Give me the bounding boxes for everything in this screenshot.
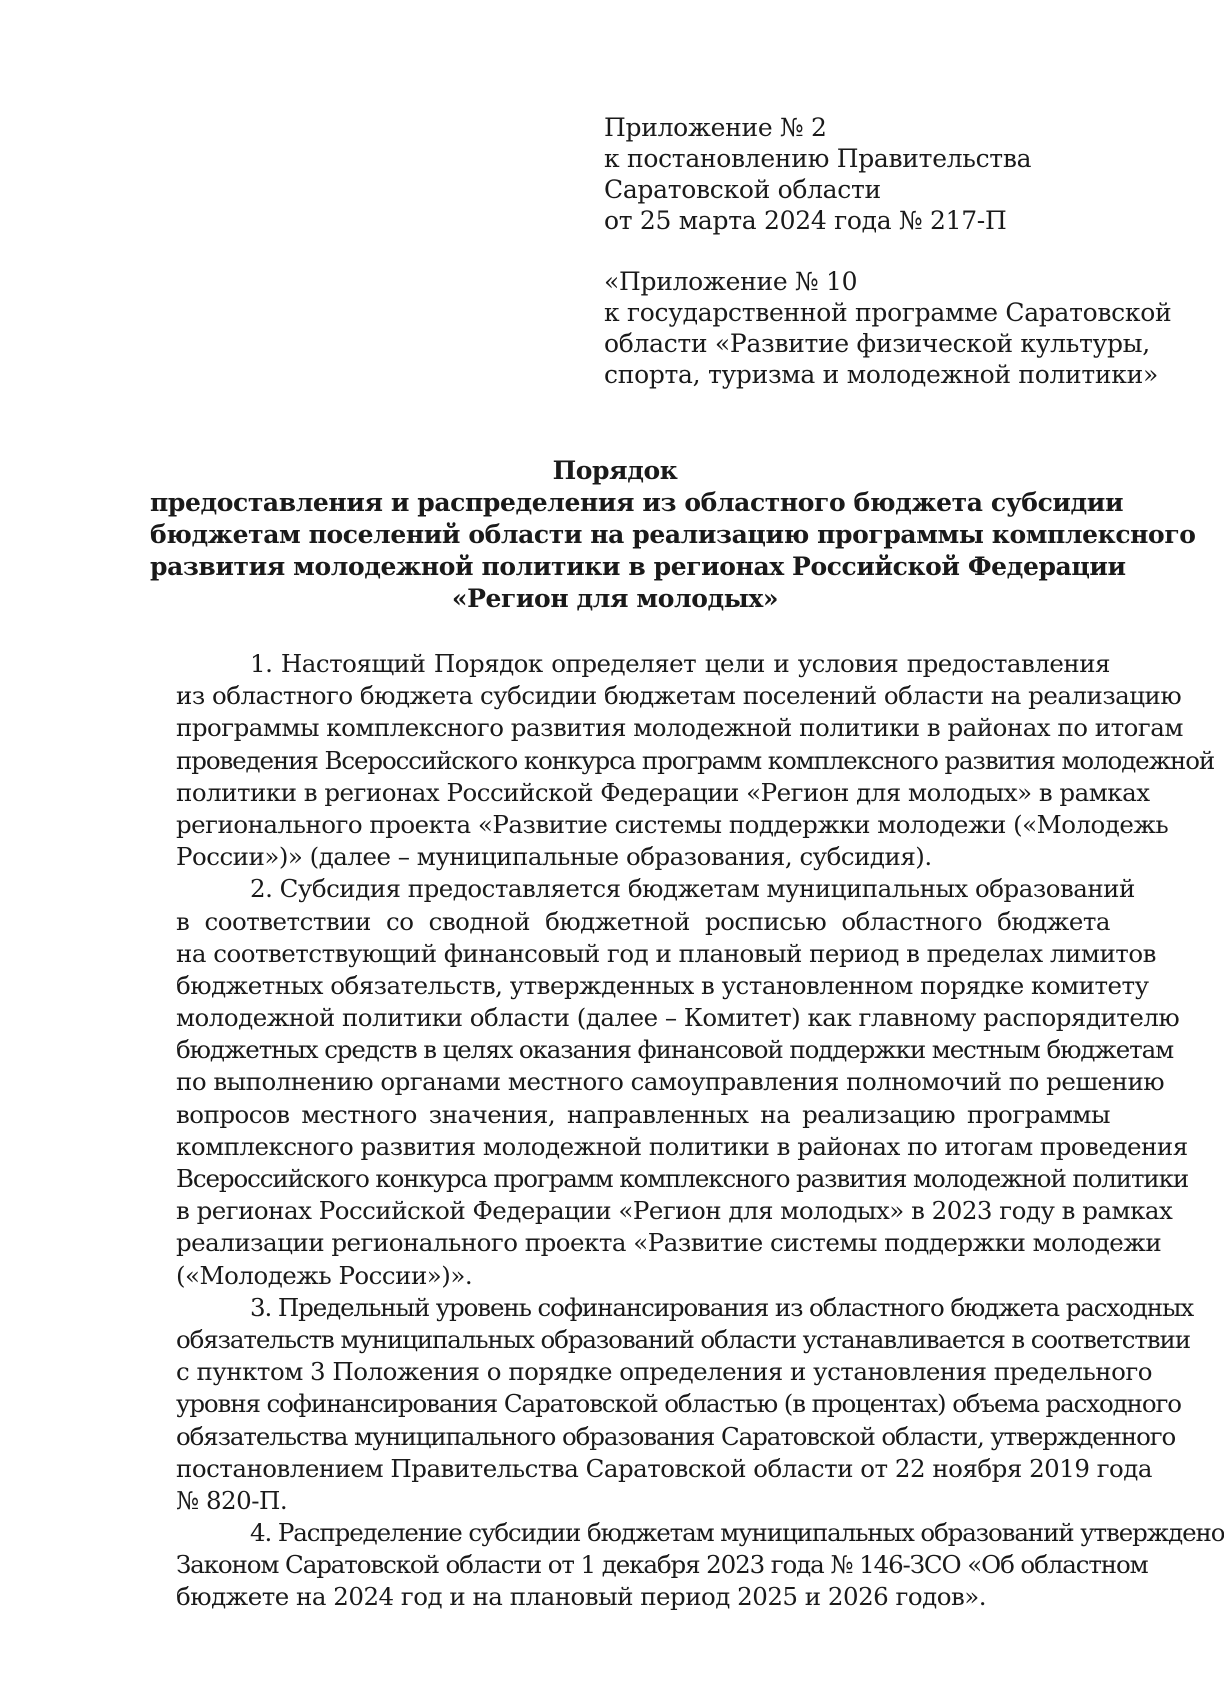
paragraph-line: регионального проекта «Развитие системы поддержки молодежи («Молодежь	[176, 809, 1169, 839]
paragraph-line: на соответствующий финансовый год и плановый период в пределах лимитов	[176, 938, 1156, 968]
paragraph-line: 1. Настоящий Порядок определяет цели и условия предоставления	[250, 649, 1110, 678]
title-line: развития молодежной политики в регионах Российской Федерации	[150, 552, 1126, 581]
paragraph-line: в соответствии со сводной бюджетной росписью областного бюджета	[176, 906, 1110, 936]
paragraph-line: обязательства муниципального образования Саратовской области, утвержденного	[176, 1421, 1176, 1451]
paragraph-line: с пунктом 3 Положения о порядке определения и установления предельного	[176, 1357, 1152, 1387]
paragraph-line: Законом Саратовской области от 1 декабря 2023 года № 146-ЗСО «Об областном	[176, 1550, 1148, 1580]
title-line: «Регион для молодых»	[451, 584, 779, 613]
annex-2-line: Приложение № 2	[604, 113, 827, 142]
document-title	[150, 455, 1196, 615]
title-line: бюджетам поселений области на реализацию программы комплексного	[150, 520, 1196, 549]
paragraph-line: по выполнению органами местного самоуправления полномочий по решению	[176, 1067, 1165, 1097]
annex-2-line: Саратовской области	[604, 175, 881, 204]
annex-2-header	[604, 112, 1124, 236]
title-line: предоставления и распределения из областного бюджета субсидии	[150, 488, 1124, 517]
paragraph-line: бюджете на 2024 год и на плановый период 2025 и 2026 годов».	[176, 1582, 987, 1612]
paragraph-line: молодежной политики области (далее – Комитет) как главному распорядителю	[176, 1003, 1180, 1033]
paragraph-line: № 820-П.	[176, 1485, 288, 1515]
annex-10-header	[604, 266, 1172, 390]
paragraph-line: России»)» (далее – муниципальные образования, субсидия).	[176, 842, 932, 872]
annex-10-line: «Приложение № 10	[604, 267, 858, 296]
paragraph-line: 3. Предельный уровень софинансирования из областного бюджета расходных	[250, 1292, 1194, 1322]
annex-10-line: к государственной программе Саратовской	[604, 298, 1172, 327]
title-line: Порядок	[552, 456, 678, 485]
paragraph-line: бюджетных обязательств, утвержденных в установленном порядке комитету	[176, 970, 1149, 1000]
paragraph-line: Всероссийского конкурса программ комплексного развития молодежной политики	[176, 1164, 1189, 1193]
paragraph-line: обязательств муниципальных образований области устанавливается в соответствии	[176, 1324, 1190, 1354]
paragraph-4	[176, 1517, 1224, 1614]
document-body	[176, 648, 1224, 1614]
annex-2-line: от 25 марта 2024 года № 217-П	[604, 206, 1007, 235]
paragraph-line: бюджетных средств в целях оказания финансовой поддержки местным бюджетам	[176, 1035, 1174, 1065]
paragraph-line: вопросов местного значения, направленных на реализацию программы	[176, 1099, 1110, 1129]
paragraph-line: 2. Субсидия предоставляется бюджетам муниципальных образований	[250, 874, 1135, 904]
paragraph-line: 4. Распределение субсидии бюджетам муниципальных образований утверждено	[250, 1518, 1224, 1548]
annex-2-line: к постановлению Правительства	[604, 144, 1032, 173]
paragraph-1	[176, 648, 1215, 873]
paragraph-2	[176, 873, 1189, 1291]
paragraph-line: комплексного развития молодежной политики в районах по итогам проведения	[176, 1131, 1188, 1161]
paragraph-line: в регионах Российской Федерации «Регион для молодых» в 2023 году в рамках	[176, 1196, 1173, 1226]
paragraph-line: реализации регионального проекта «Развитие системы поддержки молодежи	[176, 1228, 1162, 1258]
paragraph-line: проведения Всероссийского конкурса программ комплексного развития молодежной	[176, 745, 1215, 775]
paragraph-line: из областного бюджета субсидии бюджетам поселений области на реализацию	[176, 681, 1182, 711]
paragraph-line: уровня софинансирования Саратовской областью (в процентах) объема расходного	[176, 1389, 1181, 1419]
paragraph-line: постановлением Правительства Саратовской области от 22 ноября 2019 года	[176, 1453, 1152, 1483]
paragraph-line: («Молодежь России»)».	[176, 1260, 473, 1290]
paragraph-line: программы комплексного развития молодежной политики в районах по итогам	[176, 713, 1183, 743]
annex-10-line: спорта, туризма и молодежной политики»	[604, 360, 1158, 389]
annex-10-line: области «Развитие физической культуры,	[604, 329, 1150, 358]
paragraph-3	[176, 1292, 1194, 1517]
paragraph-line: политики в регионах Российской Федерации «Регион для молодых» в рамках	[176, 777, 1150, 807]
